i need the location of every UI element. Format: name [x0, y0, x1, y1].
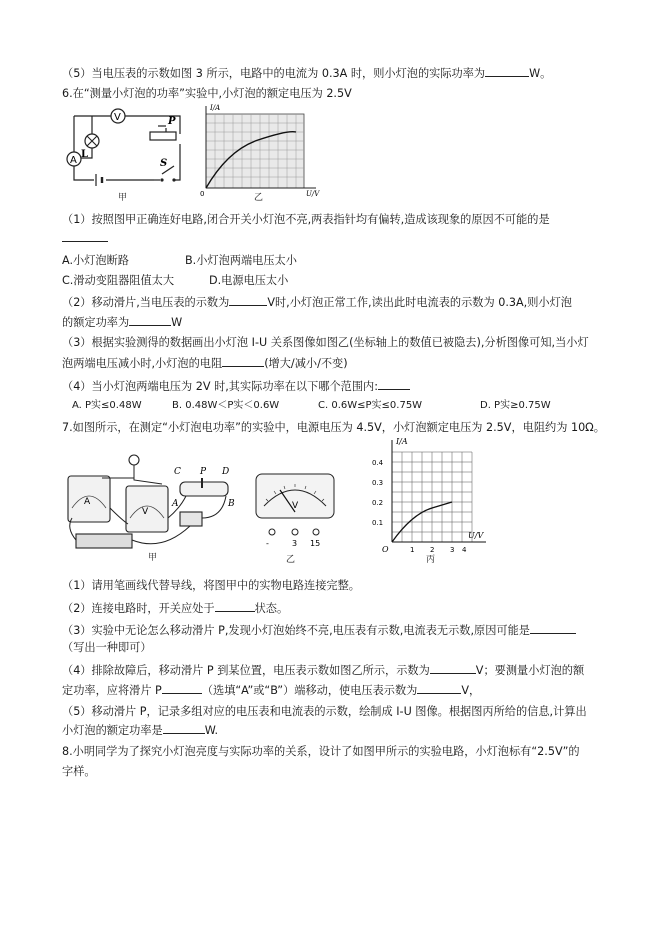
svg-text:4: 4	[462, 546, 467, 554]
bulb-icon	[129, 455, 139, 465]
q7-part4: （4）排除故障后，移动滑片 P 到某位置，电压表示数如图乙所示，示数为 V；要测量小灯泡的额	[62, 664, 585, 677]
svg-text:I/A: I/A	[210, 104, 221, 112]
svg-text:0.1: 0.1	[372, 519, 384, 527]
q6-part1-blank-line	[62, 230, 108, 247]
svg-text:L: L	[81, 149, 89, 160]
q6-fig-jia-caption: 甲	[118, 193, 128, 203]
svg-text:U/V: U/V	[306, 190, 320, 198]
q6-option-a: A.小灯泡断路	[62, 254, 129, 267]
q7-part3: （3）实验中无论怎么移动滑片 P,发现小灯泡始终不亮,电压表有示数,电流表无示数,原因可能是	[62, 622, 576, 639]
answer-blank[interactable]	[215, 600, 255, 612]
q7-physical-circuit	[62, 448, 242, 558]
switch-device	[180, 512, 202, 526]
q7-part1: （1）请用笔画线代替导线，将图甲中的实物电路连接完整。	[62, 579, 360, 592]
answer-blank[interactable]	[430, 662, 476, 674]
answer-blank[interactable]	[129, 314, 171, 326]
q7-voltmeter-dial	[252, 470, 338, 552]
svg-text:2: 2	[430, 546, 435, 554]
answer-blank[interactable]	[222, 355, 264, 367]
svg-text:B: B	[228, 499, 235, 509]
q6-option-b: B.小灯泡两端电压太小	[185, 254, 297, 267]
svg-text:0.3: 0.3	[372, 479, 384, 487]
svg-text:I/A: I/A	[396, 437, 408, 446]
svg-text:A: A	[172, 499, 179, 509]
q5-line: （5）当电压表的示数如图 3 所示，电路中的电流为 0.3A 时，则小灯泡的实际功率为 W。	[62, 67, 552, 80]
q6-part2-cont: 的额定功率为 W	[62, 316, 183, 329]
svg-text:15: 15	[310, 539, 321, 548]
svg-text:V: V	[114, 112, 121, 123]
q6-range-d: D. P实≥0.75W	[480, 400, 551, 411]
q7-part5-cont: 小灯泡的额定功率是 W.	[62, 724, 219, 737]
q7-fig-bing-caption: 丙	[426, 555, 436, 565]
q6-circuit-figure	[62, 104, 198, 192]
q6-range-c: C. 0.6W≤P实≤0.75W	[318, 400, 423, 411]
answer-blank[interactable]	[62, 230, 108, 242]
q7-fig-yi-caption: 乙	[286, 555, 296, 565]
answer-blank[interactable]	[162, 682, 202, 694]
svg-text:3: 3	[450, 546, 455, 554]
q7-part2: （2）连接电路时，开关应处于 状态。	[62, 602, 289, 615]
q6-option-d: D.电源电压太小	[209, 274, 289, 287]
svg-text:S: S	[160, 158, 168, 169]
svg-text:1: 1	[410, 546, 415, 554]
answer-blank[interactable]	[378, 378, 410, 390]
q7-stem: 7.如图所示，在测定“小灯泡电功率”的实验中，电源电压为 4.5V，小灯泡额定电压为 2.5V，电阻约为 10Ω。	[62, 421, 605, 434]
svg-text:C: C	[174, 467, 181, 477]
q6-part2: （2）移动滑片,当电压表的示数为 V时,小灯泡正常工作,读出此时电流表的示数为 0.3A,则小灯泡	[62, 296, 572, 309]
q6-option-c: C.滑动变阻器阻值太大	[62, 274, 175, 287]
svg-text:A: A	[70, 155, 77, 166]
q6-range-a: A. P实≤0.48W	[72, 400, 142, 411]
q7-fig-jia-caption: 甲	[148, 553, 158, 563]
q6-range-b: B. 0.48W＜P实＜0.6W	[172, 400, 280, 411]
q6-part4: （4）当小灯泡两端电压为 2V 时,其实际功率在以下哪个范围内:	[62, 378, 410, 395]
q6-stem: 6.在“测量小灯泡的功率”实验中,小灯泡的额定电压为 2.5V	[62, 87, 352, 100]
svg-text:P: P	[168, 116, 176, 127]
q6-fig-yi-caption: 乙	[254, 193, 264, 203]
q7-part3-cont: （写出一种即可）	[62, 641, 152, 654]
svg-text:O: O	[382, 545, 389, 554]
svg-text:U/V: U/V	[468, 531, 484, 540]
svg-text:V: V	[292, 501, 299, 511]
slide-rheostat	[180, 482, 228, 496]
svg-text:0: 0	[200, 190, 205, 198]
svg-text:-: -	[266, 539, 269, 548]
answer-blank[interactable]	[485, 65, 529, 77]
q7-part4-cont: 定功率，应将滑片 P （选填“A”或“B”）端移动，使电压表示数为 V，	[62, 684, 481, 697]
q7-part5: （5）移动滑片 P，记录多组对应的电压表和电流表的示数，绘制成 I-U 图像。根据图丙所给的信息,计算出	[62, 705, 587, 718]
q8-line1: 8.小明同学为了探究小灯泡亮度与实际功率的关系，设计了如图甲所示的实验电路，小灯泡标有“2.5V”的	[62, 745, 580, 758]
q8-line2: 字样。	[62, 765, 96, 778]
q6-iu-graph	[198, 102, 326, 198]
answer-blank[interactable]	[163, 722, 205, 734]
svg-text:V: V	[142, 507, 149, 517]
battery-pack	[76, 534, 132, 548]
q6-part1: （1）按照图甲正确连好电路,闭合开关小灯泡不亮,两表指针均有偏转,造成该现象的原因不可能的是	[62, 213, 550, 226]
svg-text:0.2: 0.2	[372, 499, 384, 507]
svg-text:P: P	[200, 467, 207, 477]
answer-blank[interactable]	[530, 622, 576, 634]
q6-part3: （3）根据实验测得的数据画出小灯泡 I-U 关系图像如图乙(坐标轴上的数值已被隐去),分析图像可知,当小灯	[62, 336, 589, 349]
svg-text:A: A	[84, 497, 91, 507]
svg-text:D: D	[222, 467, 230, 477]
q6-part3-cont: 泡两端电压减小时,小灯泡的电阻 (增大/减小/不变)	[62, 357, 348, 370]
svg-text:3: 3	[292, 539, 298, 548]
answer-blank[interactable]	[229, 294, 267, 306]
svg-text:0.4: 0.4	[372, 459, 384, 467]
q7-iu-graph	[368, 434, 492, 556]
answer-blank[interactable]	[417, 682, 461, 694]
